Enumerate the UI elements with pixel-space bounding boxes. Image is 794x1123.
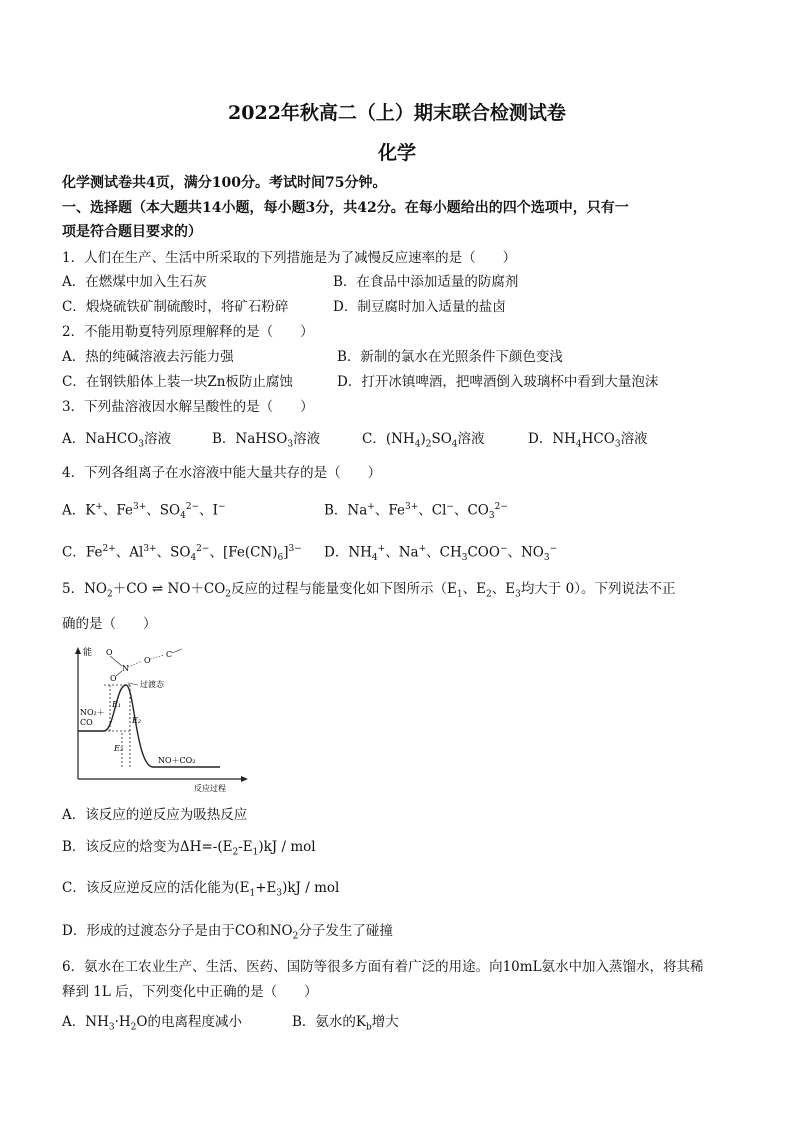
reactant-label-line2: CO (80, 718, 93, 727)
e3-label: E₃ (114, 744, 124, 753)
q1-stem: 1．人们在生产、生活中所采取的下列措施是为了减慢反应速率的是（ ） (62, 250, 517, 266)
e1-label: E₁ (112, 700, 122, 709)
q6-stem-line1: 6．氨水在工农业生产、生活、医药、国防等很多方面有着广泛的用途。向10mL氨水中加入蒸馏水，将其稀 (62, 959, 704, 975)
section-heading-line2: 项是符合题目要求的） (62, 224, 202, 240)
reactant-label-line1: NO₂＋ (80, 708, 105, 717)
e2-label: E₂ (132, 716, 142, 725)
section-heading-line1: 一、选择题（本大题共14小题，每小题3分，共42分。在每小题给出的四个选项中，只有一 (62, 200, 629, 216)
y-axis-label: 能 (83, 648, 93, 658)
x-axis-label: 反应过程 (194, 784, 226, 793)
q2-option-c: C．在钢铁船体上装一块Zn板防止腐蚀 (62, 374, 293, 390)
q5-option-b: B．该反应的焓变为$\Delta H=-(E_2-E_1)kJ$ / mol (62, 839, 316, 858)
bond-n-o2 (116, 671, 122, 676)
y-axis-arrow (75, 647, 81, 654)
bond-o1-n (110, 656, 122, 666)
q4-stem: 4．下列各组离子在水溶液中能大量共存的是（ ） (62, 465, 382, 481)
molecule-o3: O (144, 656, 151, 665)
q2-option-a: A．热的纯碱溶液去污能力强 (62, 349, 234, 365)
exam-title: 2022年秋高二（上）期末联合检测试卷 (228, 102, 566, 124)
molecule-o1: O (106, 648, 113, 657)
q5-stem-line1: 5．$NO_2+CO$ ⇌ $NO+CO_2$反应的过程与能量变化如下图所示（$E_1$、$E_2$、$E_3$均大于 0）。下列说法不正 (62, 581, 676, 600)
q5-option-c: C．该反应逆反应的活化能为$(E_1+E_3)kJ$ / mol (62, 880, 340, 899)
bond-o3-c (150, 655, 164, 659)
q4-option-d: D．$NH_4^+$、Na+、$CH_3COO^-$、$NO_3^-$ (324, 544, 558, 564)
transition-state-label: 过渡态 (140, 680, 164, 689)
x-axis-arrow (241, 776, 248, 782)
q4-option-c: C．$Fe^{2+}$、$Al^{3+}$、$SO_4^{2-}$、$[Fe(CN)_6]^{3-}$ (62, 544, 302, 564)
q6-stem-line2: 释到 1L 后，下列变化中正确的是（ ） (62, 984, 318, 1000)
q1-option-d: D．制豆腐时加入适量的盐卤 (333, 299, 506, 315)
q3-option-c: C．$(NH_4)_2SO_4$溶液 (362, 431, 485, 450)
molecule-o2: O (110, 674, 117, 683)
q5-option-a: A．该反应的逆反应为吸热反应 (62, 807, 248, 823)
q5-option-d: D．形成的过渡态分子是由于CO和$NO_2$分子发生了碰撞 (62, 923, 393, 942)
bond-c-o (172, 649, 182, 653)
energy-profile-diagram (70, 645, 260, 793)
q6-option-b: B．氨水的$K_b$增大 (292, 1014, 399, 1033)
energy-curve (78, 685, 220, 767)
bond-n-o3 (128, 661, 142, 667)
q1-option-a: A．在燃煤中加入生石灰 (62, 274, 207, 290)
q3-option-a: A．NaHCO$_3$溶液 (62, 431, 172, 450)
molecule-n: N (122, 664, 129, 673)
q2-option-b: B．新制的氯水在光照条件下颜色变浅 (337, 349, 563, 365)
exam-info: 化学测试卷共4页，满分100分。考试时间75分钟。 (62, 175, 387, 191)
q2-option-d: D．打开冰镇啤酒，把啤酒倒入玻璃杯中看到大量泡沫 (337, 374, 659, 390)
q3-option-b: B．NaHSO$_3$溶液 (212, 431, 321, 450)
q5-stem-line2: 确的是（ ） (62, 616, 157, 632)
q3-option-d: D．$NH_4HCO_3$溶液 (528, 431, 648, 450)
q6-option-a: A．$NH_3\cdot H_2O$的电离程度减小 (62, 1014, 242, 1033)
q1-option-b: B．在食品中添加适量的防腐剂 (333, 274, 519, 290)
q1-option-c: C．煅烧硫铁矿制硫酸时，将矿石粉碎 (62, 299, 289, 315)
q4-option-a: A．K+、$Fe^{3+}$、$SO_4^{2-}$、I− (62, 502, 226, 522)
q2-stem: 2．不能用勒夏特列原理解释的是（ ） (62, 324, 314, 340)
q4-option-b: B．Na+、$Fe^{3+}$、Cl−、$CO_3^{2-}$ (324, 502, 508, 522)
molecule-c: C (166, 650, 173, 659)
q3-stem: 3．下列盐溶液因水解呈酸性的是（ ） (62, 399, 314, 415)
product-label: NO＋CO₂ (158, 756, 196, 765)
subject-title: 化学 (377, 142, 416, 164)
